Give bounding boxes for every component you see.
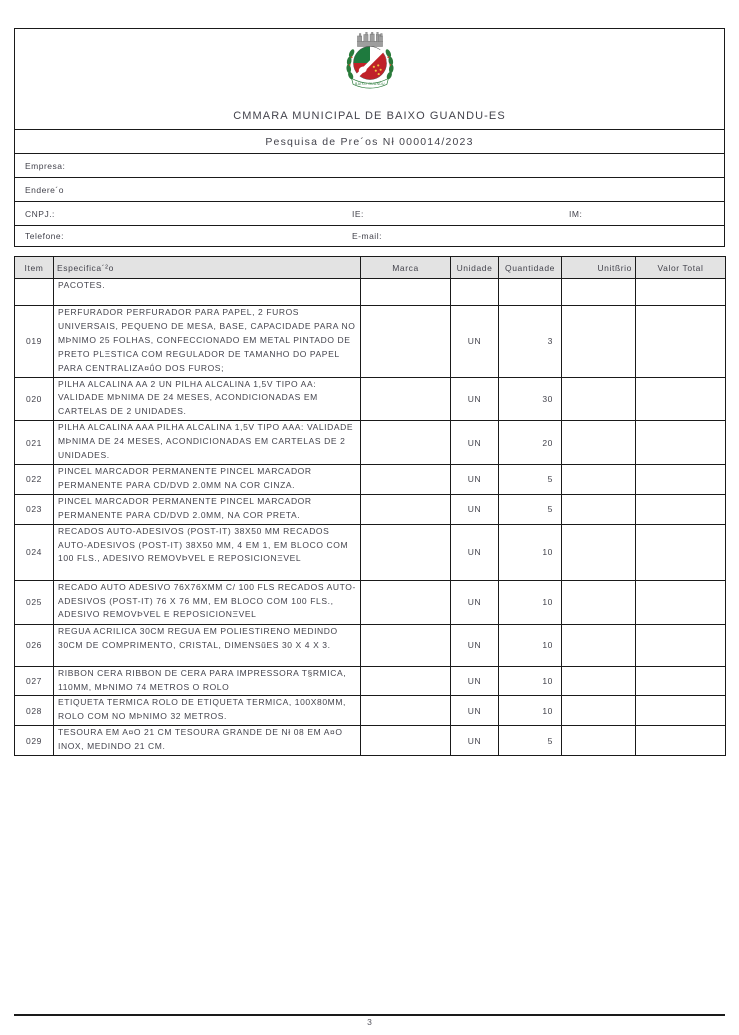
quantidade-cell: 20 bbox=[499, 421, 562, 465]
valor-total-cell bbox=[636, 696, 726, 726]
valor-total-cell bbox=[636, 377, 726, 421]
especificacao-cell: RIBBON CERA RIBBON DE CERA PARA IMPRESSORA T§RMICA, 110MM, MÞNIMO 74 METROS O ROLO bbox=[54, 666, 361, 696]
unidade-cell: UN bbox=[451, 377, 499, 421]
item-cell: 020 bbox=[15, 377, 54, 421]
quantidade-cell: 5 bbox=[499, 726, 562, 756]
marca-cell bbox=[361, 666, 451, 696]
banner-text: BAIXO GUANDU bbox=[354, 81, 385, 86]
doc-title: Pesquisa de Pre´os Nł 000014/2023 bbox=[265, 135, 474, 148]
ie-label: IE: bbox=[352, 208, 364, 219]
especificacao-cell: PINCEL MARCADOR PERMANENTE PINCEL MARCADOR PERMANENTE PARA CD/DVD 2.0MM NA COR CINZA. bbox=[54, 464, 361, 494]
unidade-cell: UN bbox=[451, 421, 499, 465]
unitario-cell bbox=[562, 524, 636, 580]
quantidade-cell: 5 bbox=[499, 494, 562, 524]
mural-crown-icon bbox=[357, 32, 382, 47]
table-row bbox=[15, 524, 726, 580]
marca-cell bbox=[361, 624, 451, 666]
especificacao-cell: RECADOS AUTO-ADESIVOS (POST-IT) 38X50 MM RECADOS AUTO-ADESIVOS (POST-IT) 38X50 MM, 4 EM 1, EM BLOCO COM 100 FLS., ADESIVO REMOVÞVEL E REPOSICIONΞVEL bbox=[54, 524, 361, 580]
item-cell bbox=[15, 279, 54, 306]
table-row bbox=[15, 494, 726, 524]
im-label: IM: bbox=[569, 208, 583, 219]
especificacao-cell: RECADO AUTO ADESIVO 76X76XMM C/ 100 FLS RECADOS AUTO-ADESIVOS (POST-IT) 76 X 76 MM, EM BLOCO COM 100 FLS., ADESIVO REMOVÞVEL E REPOSICIONΞVEL bbox=[54, 580, 361, 624]
item-cell: 019 bbox=[15, 306, 54, 378]
unidade-cell: UN bbox=[451, 726, 499, 756]
item-cell: 023 bbox=[15, 494, 54, 524]
marca-cell bbox=[361, 421, 451, 465]
table-row bbox=[15, 421, 726, 465]
empresa-label: Empresa: bbox=[25, 160, 66, 171]
item-cell: 022 bbox=[15, 464, 54, 494]
col-header-unidade: Unidade bbox=[451, 257, 499, 279]
valor-total-cell bbox=[636, 306, 726, 378]
especificacao-cell: PINCEL MARCADOR PERMANENTE PINCEL MARCADOR PERMANENTE PARA CD/DVD 2.0MM, NA COR PRETA. bbox=[54, 494, 361, 524]
unidade-cell: UN bbox=[451, 494, 499, 524]
field-row-telefone bbox=[15, 225, 724, 245]
marca-cell bbox=[361, 464, 451, 494]
valor-total-cell bbox=[636, 494, 726, 524]
unidade-cell: UN bbox=[451, 306, 499, 378]
especificacao-cell: PILHA ALCALINA AAA PILHA ALCALINA 1,5V TIPO AAA: VALIDADE MÞNIMA DE 24 MESES, ACONDICIONADAS EM CARTELAS DE 2 UNIDADES. bbox=[54, 421, 361, 465]
col-header-valor-total: Valor Total bbox=[636, 257, 726, 279]
valor-total-cell bbox=[636, 421, 726, 465]
unidade-cell: UN bbox=[451, 524, 499, 580]
valor-total-cell bbox=[636, 726, 726, 756]
col-header-especificacao: Especifica´²o bbox=[54, 257, 361, 279]
marca-cell bbox=[361, 377, 451, 421]
valor-total-cell bbox=[636, 524, 726, 580]
unitario-cell bbox=[562, 494, 636, 524]
quantidade-cell: 10 bbox=[499, 696, 562, 726]
valor-total-cell bbox=[636, 666, 726, 696]
municipal-crest-icon bbox=[341, 32, 399, 94]
table-row bbox=[15, 696, 726, 726]
especificacao-cell: REGUA ACRILICA 30CM REGUA EM POLIESTIRENO MEDINDO 30CM DE COMPRIMENTO, CRISTAL, DIMENSŭES 30 X 4 X 3. bbox=[54, 624, 361, 666]
cnpj-label: CNPJ.: bbox=[25, 208, 55, 219]
unitario-cell bbox=[562, 306, 636, 378]
page-number: 3 bbox=[367, 1017, 372, 1027]
quantidade-cell: 30 bbox=[499, 377, 562, 421]
telefone-label: Telefone: bbox=[25, 230, 64, 241]
item-cell: 027 bbox=[15, 666, 54, 696]
marca-cell bbox=[361, 696, 451, 726]
unitario-cell bbox=[562, 696, 636, 726]
quantidade-cell: 10 bbox=[499, 524, 562, 580]
item-cell: 025 bbox=[15, 580, 54, 624]
unidade-cell: UN bbox=[451, 624, 499, 666]
marca-cell bbox=[361, 306, 451, 378]
quantidade-cell: 5 bbox=[499, 464, 562, 494]
unitario-cell bbox=[562, 726, 636, 756]
especificacao-cell: PILHA ALCALINA AA 2 UN PILHA ALCALINA 1,5V TIPO AA: VALIDADE MÞNIMA DE 24 MESES, ACONDICIONADAS EM CARTELAS DE 2 UNIDADES. bbox=[54, 377, 361, 421]
marca-cell bbox=[361, 279, 451, 306]
unidade-cell: UN bbox=[451, 696, 499, 726]
table-row bbox=[15, 726, 726, 756]
table-row bbox=[15, 306, 726, 378]
marca-cell bbox=[361, 524, 451, 580]
valor-total-cell bbox=[636, 279, 726, 306]
shield-icon bbox=[353, 47, 386, 80]
unidade-cell: UN bbox=[451, 580, 499, 624]
logo-title-section bbox=[15, 29, 724, 129]
especificacao-cell: ETIQUETA TERMICA ROLO DE ETIQUETA TERMICA, 100X80MM, ROLO COM NO MÞNIMO 32 METROS. bbox=[54, 696, 361, 726]
unitario-cell bbox=[562, 624, 636, 666]
marca-cell bbox=[361, 494, 451, 524]
table-row bbox=[15, 464, 726, 494]
valor-total-cell bbox=[636, 624, 726, 666]
table-header-row bbox=[15, 257, 726, 279]
unitario-cell bbox=[562, 279, 636, 306]
unitario-cell bbox=[562, 666, 636, 696]
endereco-label: Endere´o bbox=[25, 184, 64, 195]
quantidade-cell: 10 bbox=[499, 666, 562, 696]
especificacao-cell: TESOURA EM A¤O 21 CM TESOURA GRANDE DE Nł 08 EM A¤O INOX, MEDINDO 21 CM. bbox=[54, 726, 361, 756]
quantidade-cell: 10 bbox=[499, 624, 562, 666]
marca-cell bbox=[361, 580, 451, 624]
unitario-cell bbox=[562, 421, 636, 465]
item-cell: 024 bbox=[15, 524, 54, 580]
unitario-cell bbox=[562, 580, 636, 624]
table-row bbox=[15, 624, 726, 666]
especificacao-cell: PACOTES. bbox=[54, 279, 361, 306]
doc-title-row bbox=[15, 129, 724, 153]
quantidade-cell: 10 bbox=[499, 580, 562, 624]
col-header-quantidade: Quantidade bbox=[499, 257, 562, 279]
col-header-unitario: Unitßrio bbox=[562, 257, 636, 279]
item-cell: 026 bbox=[15, 624, 54, 666]
col-header-item: Item bbox=[15, 257, 54, 279]
items-table bbox=[14, 256, 726, 756]
banner-ribbon-icon bbox=[351, 78, 388, 88]
item-cell: 028 bbox=[15, 696, 54, 726]
unidade-cell bbox=[451, 279, 499, 306]
table-row bbox=[15, 580, 726, 624]
field-row-endereco bbox=[15, 177, 724, 201]
email-label: E-mail: bbox=[352, 230, 382, 241]
especificacao-cell: PERFURADOR PERFURADOR PARA PAPEL, 2 FUROS UNIVERSAIS, PEQUENO DE MESA, BASE, CAPACIDADE PARA NO MÞNIMO 25 FOLHAS, CONFECCIONADO EM METAL PINTADO DE PRETO PLΞSTICA COM REGULADOR DE TAMANHO DO PAPEL PARA CENTRALIZA¤ṹO DOS FUROS; bbox=[54, 306, 361, 378]
table-row bbox=[15, 377, 726, 421]
marca-cell bbox=[361, 726, 451, 756]
table-row bbox=[15, 279, 726, 306]
quantidade-cell: 3 bbox=[499, 306, 562, 378]
item-cell: 029 bbox=[15, 726, 54, 756]
field-row-cnpj bbox=[15, 201, 724, 225]
item-cell: 021 bbox=[15, 421, 54, 465]
valor-total-cell bbox=[636, 580, 726, 624]
footer-divider bbox=[14, 1014, 725, 1016]
unidade-cell: UN bbox=[451, 666, 499, 696]
field-row-empresa bbox=[15, 153, 724, 177]
col-header-marca: Marca bbox=[361, 257, 451, 279]
table-row bbox=[15, 666, 726, 696]
unidade-cell: UN bbox=[451, 464, 499, 494]
header-box bbox=[14, 28, 725, 247]
unitario-cell bbox=[562, 464, 636, 494]
quantidade-cell bbox=[499, 279, 562, 306]
org-name: CMMARA MUNICIPAL DE BAIXO GUANDU-ES bbox=[233, 110, 506, 122]
valor-total-cell bbox=[636, 464, 726, 494]
unitario-cell bbox=[562, 377, 636, 421]
